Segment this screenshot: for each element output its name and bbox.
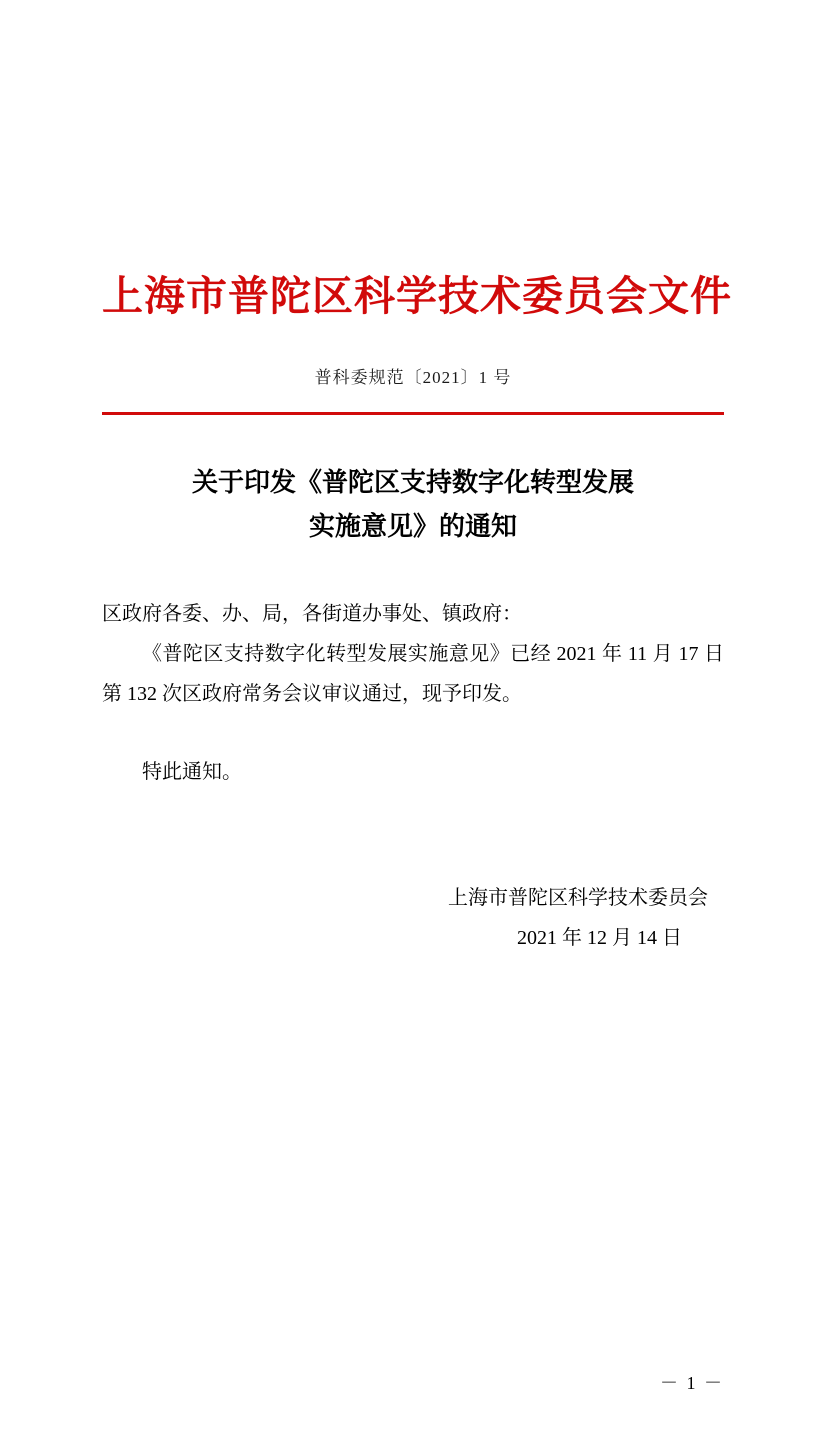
page-title	[102, 461, 724, 549]
body-paragraph-1: 《普陀区支持数字化转型发展实施意见》已经 2021 年 11 月 17 日第 132 次区政府常务会议审议通过，现予印发。	[102, 642, 724, 705]
signature-organization: 上海市普陀区科学技术委员会	[448, 886, 708, 909]
page-number: － 1 －	[660, 1373, 724, 1393]
masthead	[102, 272, 732, 321]
recipient-line: 区政府各委、办、局，各街道办事处、镇政府：	[102, 602, 522, 625]
document-body	[102, 594, 724, 792]
masthead-title: 上海市普陀区科学技术委员会文件	[102, 272, 732, 320]
page-title-line-2: 实施意见》的通知	[308, 512, 517, 543]
signature-date: 2021 年 12 月 14 日	[517, 926, 682, 949]
body-paragraph-2: 特此通知。	[142, 760, 242, 783]
page-title-line-1: 关于印发《普陀区支持数字化转型发展	[191, 468, 634, 499]
red-divider-rule	[102, 412, 724, 415]
document-page	[0, 272, 826, 1441]
signature-block	[102, 878, 724, 958]
document-number: 普科委规范〔2021〕1 号	[314, 368, 512, 388]
